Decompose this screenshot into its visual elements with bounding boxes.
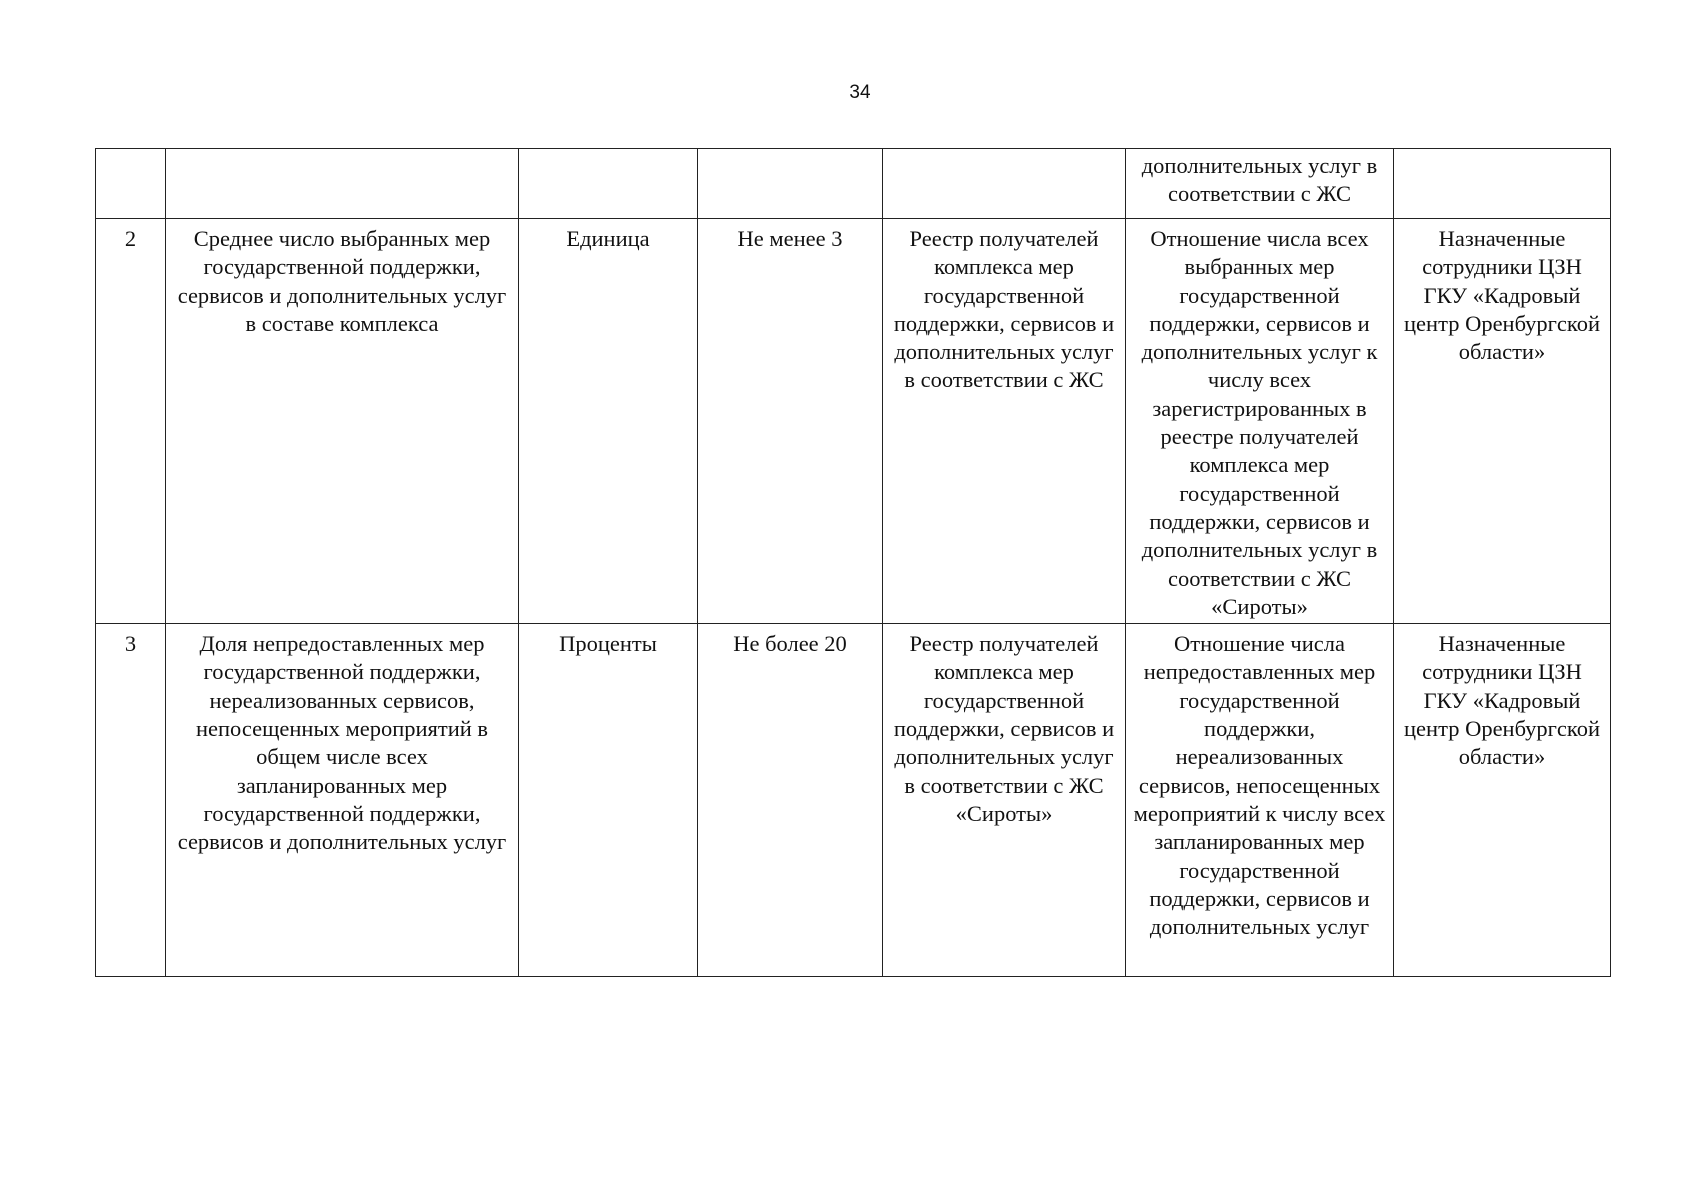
table-row xyxy=(96,219,1611,624)
cell-num: 3 xyxy=(96,624,166,977)
cell-responsible: Назначенные сотрудники ЦЗН ГКУ «Кадровый центр Оренбургской области» xyxy=(1394,219,1611,624)
cell-value xyxy=(698,149,883,219)
table-row xyxy=(96,624,1611,977)
cell-indicator xyxy=(166,149,519,219)
cell-responsible xyxy=(1394,149,1611,219)
cell-num: 2 xyxy=(96,219,166,624)
cell-indicator: Доля непредоставленных мер государственной поддержки, нереализованных сервисов, непосещенных мероприятий в общем числе всех запланированных мер государственной поддержки, сервисов и дополнительных услуг xyxy=(166,624,519,977)
cell-unit xyxy=(519,149,698,219)
cell-method: Отношение числа всех выбранных мер государственной поддержки, сервисов и дополнительных услуг к числу всех зарегистрированных в реестре получателей комплекса мер государственной поддержки, сервисов и дополнительных услуг в соответствии с ЖС «Сироты» xyxy=(1126,219,1394,624)
cell-value: Не более 20 xyxy=(698,624,883,977)
cell-indicator: Среднее число выбранных мер государственной поддержки, сервисов и дополнительных услуг в составе комплекса xyxy=(166,219,519,624)
cell-method: дополнительных услуг в соответствии с ЖС xyxy=(1126,149,1394,219)
cell-source: Реестр получателей комплекса мер государственной поддержки, сервисов и дополнительных услуг в соответствии с ЖС «Сироты» xyxy=(883,624,1126,977)
table-row-continuation xyxy=(96,149,1611,219)
cell-unit: Проценты xyxy=(519,624,698,977)
cell-responsible: Назначенные сотрудники ЦЗН ГКУ «Кадровый центр Оренбургской области» xyxy=(1394,624,1611,977)
cell-num xyxy=(96,149,166,219)
cell-unit: Единица xyxy=(519,219,698,624)
page-number: 34 xyxy=(849,82,871,103)
indicators-table xyxy=(95,148,1611,977)
cell-source xyxy=(883,149,1126,219)
cell-value: Не менее 3 xyxy=(698,219,883,624)
cell-source: Реестр получателей комплекса мер государственной поддержки, сервисов и дополнительных услуг в соответствии с ЖС xyxy=(883,219,1126,624)
cell-method: Отношение числа непредоставленных мер государственной поддержки, нереализованных сервисов, непосещенных мероприятий к числу всех запланированных мер государственной поддержки, сервисов и дополнительных услуг xyxy=(1126,624,1394,977)
